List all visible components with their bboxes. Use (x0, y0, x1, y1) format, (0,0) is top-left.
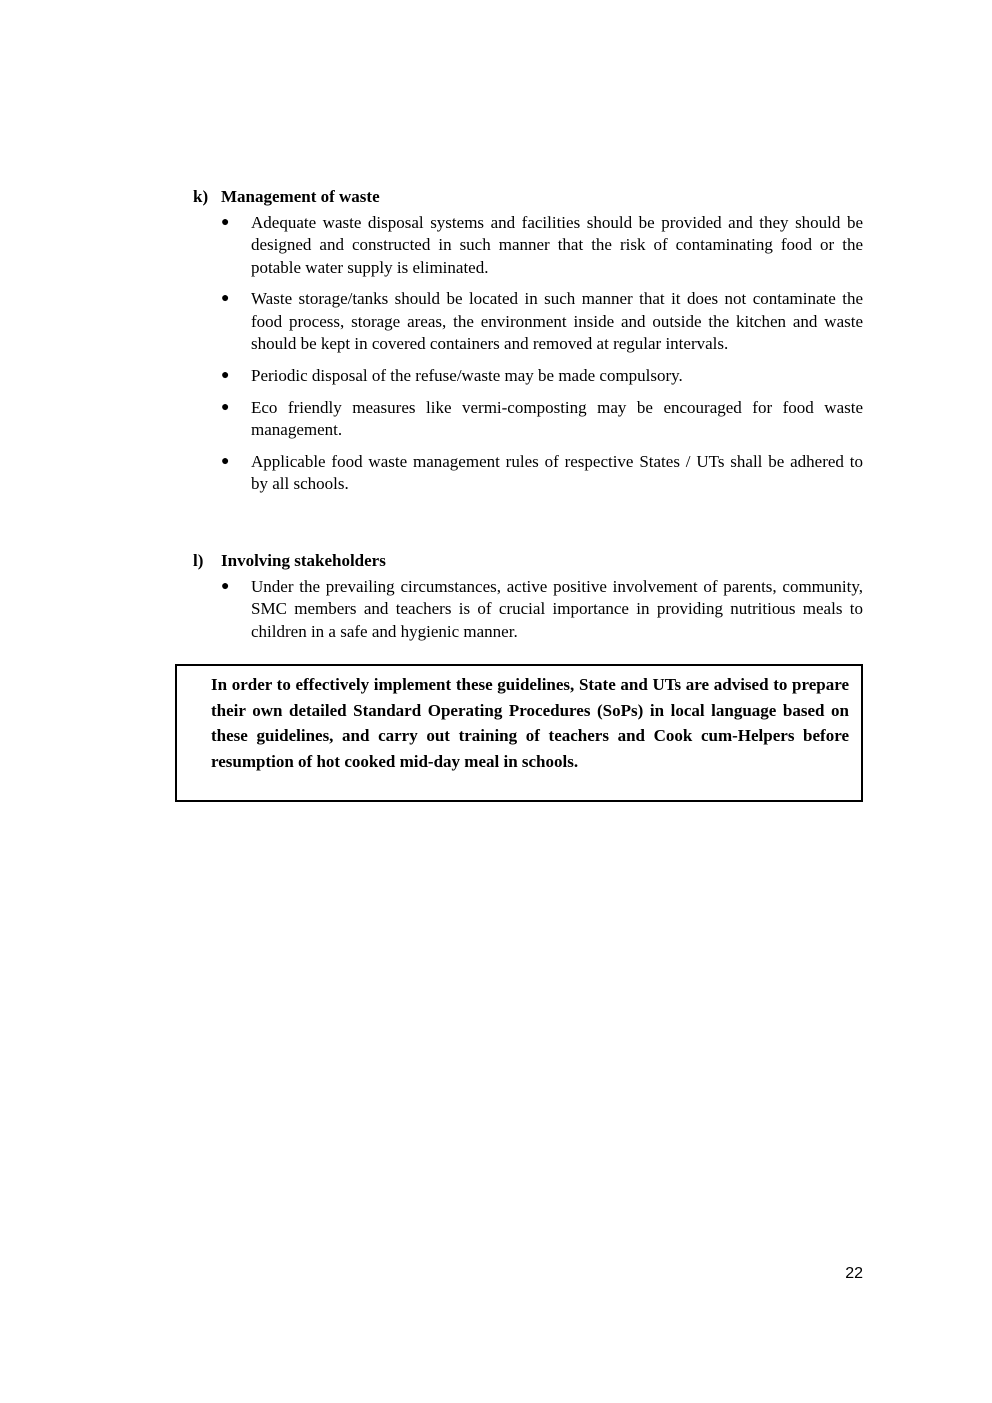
list-item-text: Under the prevailing circumstances, active positive involvement of parents, community, SMC members and teachers is of crucial importance in providing nutritious meals to children in a safe and hygienic manner. (251, 577, 863, 641)
list-item-text: Applicable food waste management rules of respective States / UTs shall be adhered to by all schools. (251, 451, 863, 493)
list-item (193, 397, 863, 442)
section-involving-stakeholders (193, 550, 863, 652)
bullet-icon: ● (221, 367, 230, 383)
bullet-icon: ● (221, 453, 230, 469)
list-item (193, 288, 863, 355)
section-heading (193, 186, 863, 208)
bullet-icon: ● (221, 399, 230, 415)
section-title: Involving stakeholders (221, 551, 386, 570)
list-item (193, 212, 863, 279)
section-marker: k) (193, 187, 209, 206)
bullet-list (193, 576, 863, 643)
list-item-text: Eco friendly measures like vermi-composting may be encouraged for food waste management. (251, 397, 863, 439)
section-marker: l) (193, 551, 204, 570)
list-item (193, 365, 863, 387)
notice-text: In order to effectively implement these guidelines, State and UTs are advised to prepare their own detailed Standard Operating Procedures (SoPs) in local language based on these guidelines, and carry out training of teachers and Cook cum-Helpers before resumption of hot cooked mid-day meal in schools. (211, 675, 849, 772)
section-title: Management of waste (221, 187, 380, 206)
bullet-icon: ● (221, 291, 230, 307)
bullet-icon: ● (221, 579, 230, 594)
section-heading (193, 550, 863, 572)
list-item (193, 576, 863, 643)
list-item-text: Adequate waste disposal systems and facilities should be provided and they should be designed and constructed in such manner that the risk of contaminating food or the potable water supply is eliminated. (251, 213, 863, 277)
page-number: 22 (845, 1265, 863, 1282)
list-item (193, 451, 863, 496)
section-management-of-waste (193, 186, 863, 505)
list-item-text: Waste storage/tanks should be located in such manner that it does not contaminate the food process, storage areas, the environment inside and outside the kitchen and waste should be kept in covered containers and removed at regular intervals. (251, 289, 863, 353)
list-item-text: Periodic disposal of the refuse/waste may be made compulsory. (251, 365, 683, 385)
notice-box (175, 664, 863, 802)
bullet-list (193, 212, 863, 495)
bullet-icon: ● (221, 215, 230, 230)
